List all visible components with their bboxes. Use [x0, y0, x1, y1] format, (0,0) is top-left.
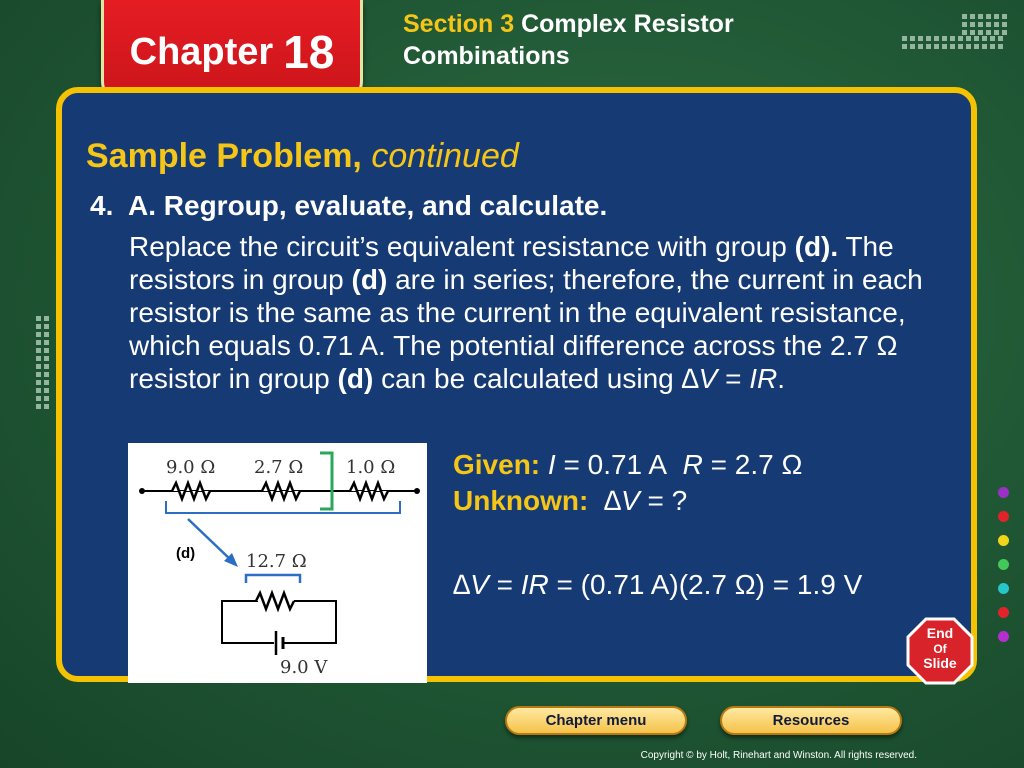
calc-eq: = [496, 569, 513, 600]
label-group-d: (d) [176, 545, 196, 562]
para-text-1: Replace the circuit’s equivalent resistance with group [129, 231, 787, 262]
group-bracket-green [320, 453, 332, 509]
chapter-number: 18 [283, 26, 335, 78]
para-group-d-2: (d) [351, 264, 388, 295]
unknown-eq: = [647, 485, 664, 516]
slide-title [86, 137, 519, 176]
chapter-word: Chapter [129, 30, 274, 73]
explanation-paragraph [129, 230, 949, 395]
circuit-diagram [128, 443, 427, 683]
calc-rest: = (0.71 A)(2.7 Ω) = 1.9 V [556, 569, 863, 600]
given-block [453, 447, 802, 519]
label-battery: 9.0 V [280, 657, 328, 678]
resistor-2 [262, 483, 300, 499]
calc-dv: ∆V [453, 569, 489, 600]
resources-button[interactable]: Resources [720, 706, 902, 735]
para-equals: = [725, 363, 742, 394]
unknown-line [453, 483, 802, 519]
dot-violet [998, 631, 1009, 642]
dot-green [998, 559, 1009, 570]
calc-ir: IR [520, 569, 549, 600]
section-heading [403, 8, 823, 72]
title-suffix: continued [371, 137, 519, 175]
decor-dots-left [36, 316, 49, 409]
unknown-label: Unknown: [453, 485, 589, 516]
step-number: 4. [90, 190, 114, 221]
section-title: Complex Resistor Combinations [403, 10, 734, 70]
label-r2: 2.7 Ω [254, 457, 304, 478]
given-i-value: 0.71 A [587, 449, 668, 480]
end-of-slide-button[interactable] [906, 617, 974, 685]
decor-dots-top-right [962, 14, 1007, 35]
unknown-value: ? [671, 485, 688, 516]
step-heading [90, 190, 607, 222]
color-dots [998, 487, 1009, 655]
para-end: . [777, 363, 786, 394]
step-text: A. Regroup, evaluate, and calculate. [128, 190, 608, 221]
given-label: Given: [453, 449, 541, 480]
given-r: R [682, 449, 703, 480]
title-main: Sample Problem, [86, 137, 362, 175]
dot-red-2 [998, 607, 1009, 618]
dot-purple [998, 487, 1009, 498]
label-r3: 1.0 Ω [346, 457, 396, 478]
group-bracket-blue [166, 501, 400, 513]
dot-red [998, 511, 1009, 522]
para-ir: IR [749, 363, 778, 394]
given-i-eq: = [563, 449, 580, 480]
para-group-d-1: (d). [794, 231, 839, 262]
para-text-3: are in series; therefore, the current in each resistor is the same as the current in the equivalent resistance, which equals 0.71 A. The potential difference across the 2.7 Ω resistor in group [129, 264, 923, 394]
given-i: I [547, 449, 556, 480]
label-r1: 9.0 Ω [166, 457, 216, 478]
unknown-dv: ∆V [603, 485, 640, 516]
dot-cyan [998, 583, 1009, 594]
copyright: Copyright © by Holt, Rinehart and Winston. All rights reserved. [640, 750, 917, 761]
para-group-d-3: (d) [337, 363, 374, 394]
chapter-menu-button[interactable]: Chapter menu [505, 706, 687, 735]
decor-dots-top-right-2 [902, 36, 1003, 49]
para-text-2: The resistors in group [129, 231, 894, 295]
equivalent-bracket [246, 575, 300, 583]
given-r-value: = 2.7 Ω [710, 449, 803, 480]
para-delta-v: ∆V [681, 363, 718, 394]
end-slide-line1: End [926, 625, 954, 641]
equivalent-resistor [256, 593, 294, 609]
calculation-line [453, 569, 862, 601]
end-slide-line3: Slide [923, 655, 957, 671]
section-label: Section 3 [403, 10, 515, 38]
label-equivalent: 12.7 Ω [246, 551, 307, 572]
para-text-4: can be calculated using [381, 363, 674, 394]
dot-yellow [998, 535, 1009, 546]
end-slide-line2: Of [933, 642, 947, 656]
resistor-3 [350, 483, 388, 499]
resistor-1 [172, 483, 210, 499]
given-line [453, 447, 802, 483]
